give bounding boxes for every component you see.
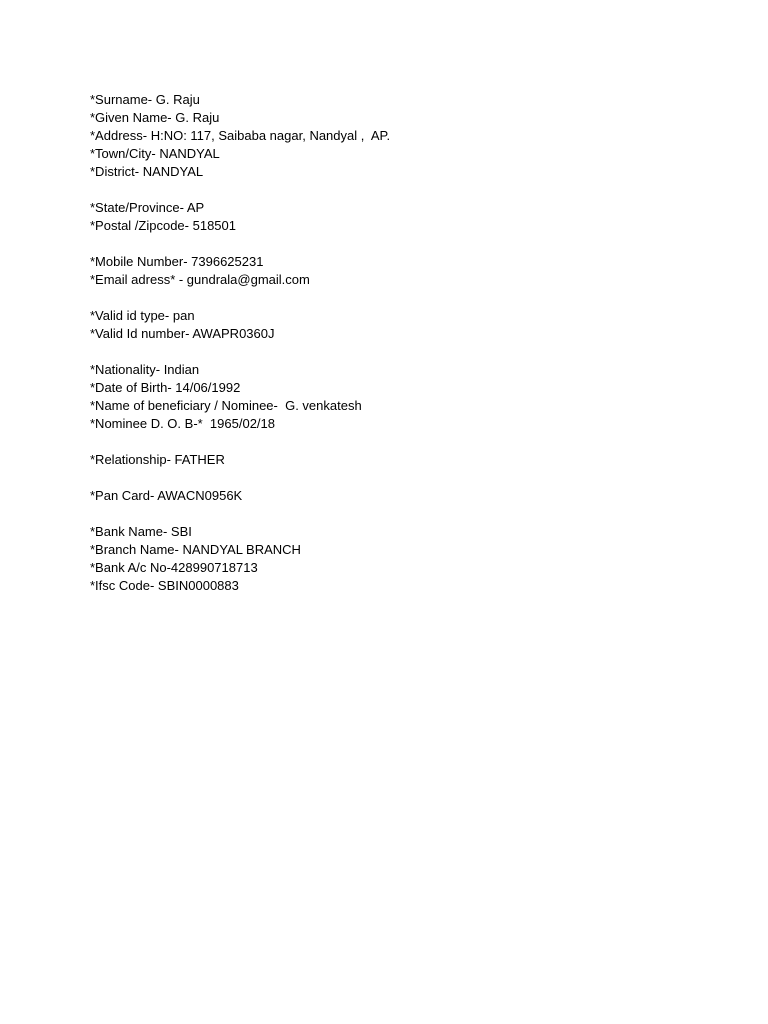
spacer (90, 433, 730, 451)
state-province-line: *State/Province- AP (90, 200, 205, 215)
document-body (90, 91, 730, 595)
ifsc-code-line: *Ifsc Code- SBIN0000883 (90, 578, 239, 593)
bank-account-number-line: *Bank A/c No-428990718713 (90, 560, 258, 575)
spacer (90, 505, 730, 523)
valid-id-number-line: *Valid Id number- AWAPR0360J (90, 326, 275, 341)
spacer (90, 235, 730, 253)
email-address-line: *Email adress* - gundrala@gmail.com (90, 272, 310, 287)
branch-name-line: *Branch Name- NANDYAL BRANCH (90, 542, 301, 557)
spacer (90, 289, 730, 307)
nationality-line: *Nationality- Indian (90, 362, 200, 377)
district-line: *District- NANDYAL (90, 164, 204, 179)
postal-zipcode-line: *Postal /Zipcode- 518501 (90, 218, 236, 233)
bank-name-line: *Bank Name- SBI (90, 524, 192, 539)
address-line: *Address- H:NO: 117, Saibaba nagar, Nandyal , AP. (90, 128, 391, 143)
date-of-birth-line: *Date of Birth- 14/06/1992 (90, 380, 241, 395)
valid-id-type-line: *Valid id type- pan (90, 308, 195, 323)
nominee-dob-line: *Nominee D. O. B-* 1965/02/18 (90, 416, 275, 431)
nominee-name-line: *Name of beneficiary / Nominee- G. venkatesh (90, 398, 362, 413)
pan-card-line: *Pan Card- AWACN0956K (90, 488, 243, 503)
surname-line: *Surname- G. Raju (90, 92, 200, 107)
mobile-number-line: *Mobile Number- 7396625231 (90, 254, 264, 269)
town-city-line: *Town/City- NANDYAL (90, 146, 220, 161)
spacer (90, 469, 730, 487)
given-name-line: *Given Name- G. Raju (90, 110, 220, 125)
spacer (90, 343, 730, 361)
spacer (90, 181, 730, 199)
relationship-line: *Relationship- FATHER (90, 452, 225, 467)
